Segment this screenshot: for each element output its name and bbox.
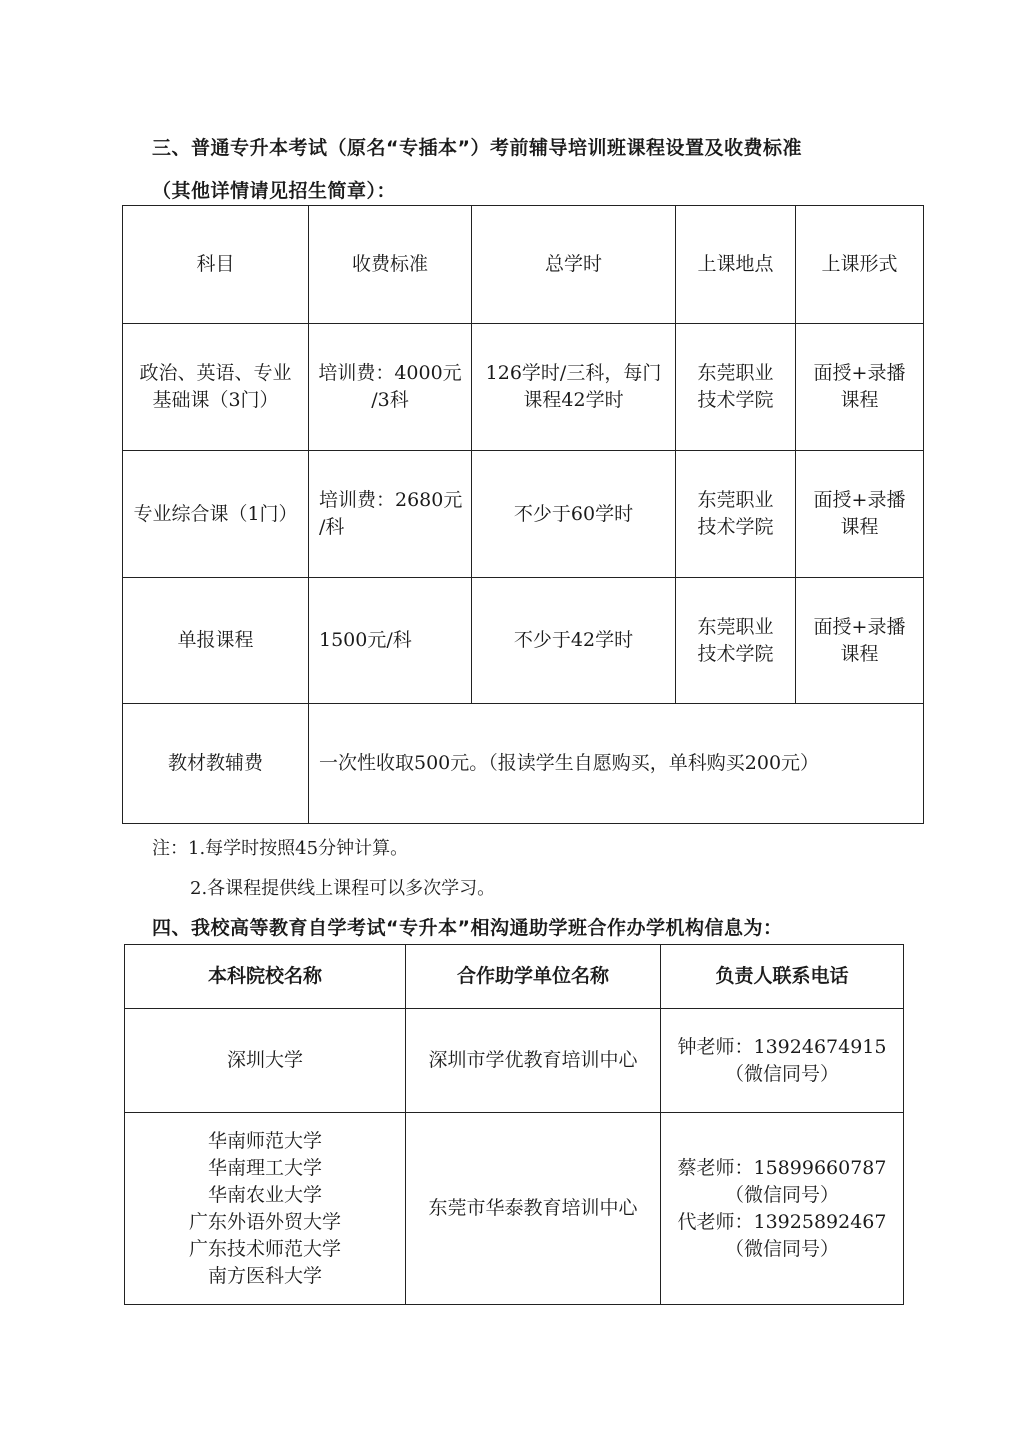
fee-line: 培训费：2680元 — [319, 489, 463, 511]
contact-line: 代老师：13925892467 — [677, 1210, 887, 1233]
course-row — [123, 324, 924, 451]
location-line: 东莞职业 — [697, 362, 774, 384]
fee-cell — [309, 324, 472, 451]
contact-cell — [661, 1113, 904, 1305]
location-line: 技术学院 — [697, 642, 774, 665]
course-fee-table — [122, 205, 924, 824]
materials-value: 一次性收取500元。（报读学生自愿购买，单科购买200元） — [309, 704, 924, 824]
location-line: 东莞职业 — [697, 615, 774, 638]
fee-cell — [309, 578, 472, 704]
coop-row — [125, 1009, 904, 1113]
form-line: 课程 — [840, 389, 879, 411]
unit-cell: 东莞市华泰教育培训中心 — [406, 1113, 661, 1305]
course-row — [123, 451, 924, 578]
materials-label: 教材教辅费 — [123, 704, 309, 824]
section4-title: 四、我校高等教育自学考试“专升本”相沟通助学班合作办学机构信息为： — [152, 917, 783, 939]
university-name: 华南农业大学 — [207, 1183, 322, 1206]
location-cell — [676, 324, 796, 451]
university-cell — [125, 1113, 406, 1305]
materials-row — [123, 704, 924, 824]
subject-cell — [123, 451, 309, 578]
header-university: 本科院校名称 — [125, 945, 406, 1009]
contact-line: 蔡老师：15899660787 — [677, 1156, 887, 1179]
hours-cell — [472, 451, 676, 578]
university-name: 华南师范大学 — [207, 1129, 322, 1152]
header-unit: 合作助学单位名称 — [406, 945, 661, 1009]
header-fee: 收费标准 — [309, 206, 472, 324]
fee-cell — [309, 451, 472, 578]
subject-line: 基础课（3门） — [152, 389, 279, 411]
location-line: 技术学院 — [697, 516, 774, 538]
coop-row — [125, 1113, 904, 1305]
course-table-header-row — [123, 206, 924, 324]
course-row — [123, 578, 924, 704]
university-name: 华南理工大学 — [207, 1156, 322, 1179]
contact-line: （微信同号） — [724, 1237, 839, 1260]
university-name: 深圳大学 — [226, 1049, 303, 1071]
location-cell — [676, 578, 796, 704]
header-location: 上课地点 — [676, 206, 796, 324]
hours-line: 不少于60学时 — [513, 502, 634, 525]
hours-cell — [472, 578, 676, 704]
note-2: 2.各课程提供线上课程可以多次学习。 — [190, 878, 496, 899]
fee-line: /3科 — [371, 389, 409, 411]
unit-cell: 深圳市学优教育培训中心 — [406, 1009, 661, 1113]
header-contact: 负责人联系电话 — [661, 945, 904, 1009]
location-line: 技术学院 — [697, 389, 774, 411]
subject-line: 政治、英语、专业 — [139, 362, 292, 384]
cooperation-table — [124, 944, 904, 1305]
header-hours: 总学时 — [472, 206, 676, 324]
hours-line: 课程42学时 — [523, 389, 624, 411]
note-1: 注：1.每学时按照45分钟计算。 — [152, 838, 409, 859]
header-subject: 科目 — [123, 206, 309, 324]
subject-cell — [123, 578, 309, 704]
form-cell — [796, 451, 924, 578]
fee-line: 1500元/科 — [319, 629, 412, 651]
subject-line: 专业综合课（1门） — [133, 502, 298, 525]
form-line: 面授+录播 — [813, 489, 906, 511]
university-cell — [125, 1009, 406, 1113]
location-cell — [676, 451, 796, 578]
form-line: 面授+录播 — [813, 615, 906, 638]
university-name: 广东外语外贸大学 — [188, 1210, 341, 1233]
header-form: 上课形式 — [796, 206, 924, 324]
section3-subtitle: （其他详情请见招生简章）： — [152, 180, 397, 202]
contact-cell — [661, 1009, 904, 1113]
contact-line: （微信同号） — [724, 1062, 839, 1085]
fee-line: 培训费：4000元 — [318, 362, 462, 384]
section3-title: 三、普通专升本考试（原名“专插本”）考前辅导培训班课程设置及收费标准 — [152, 137, 802, 159]
form-cell — [796, 578, 924, 704]
contact-line: （微信同号） — [724, 1183, 839, 1206]
form-cell — [796, 324, 924, 451]
university-name: 广东技术师范大学 — [188, 1237, 341, 1260]
subject-line: 单报课程 — [177, 629, 254, 651]
university-name: 南方医科大学 — [207, 1264, 322, 1287]
hours-cell — [472, 324, 676, 451]
contact-line: 钟老师：13924674915 — [677, 1035, 887, 1058]
location-line: 东莞职业 — [697, 489, 774, 511]
coop-table-header-row — [125, 945, 904, 1009]
hours-line: 126学时/三科，每门 — [485, 362, 662, 384]
form-line: 课程 — [840, 516, 879, 538]
fee-line: /科 — [319, 516, 345, 538]
form-line: 面授+录播 — [813, 362, 906, 384]
subject-cell — [123, 324, 309, 451]
hours-line: 不少于42学时 — [513, 629, 634, 651]
form-line: 课程 — [840, 642, 879, 665]
